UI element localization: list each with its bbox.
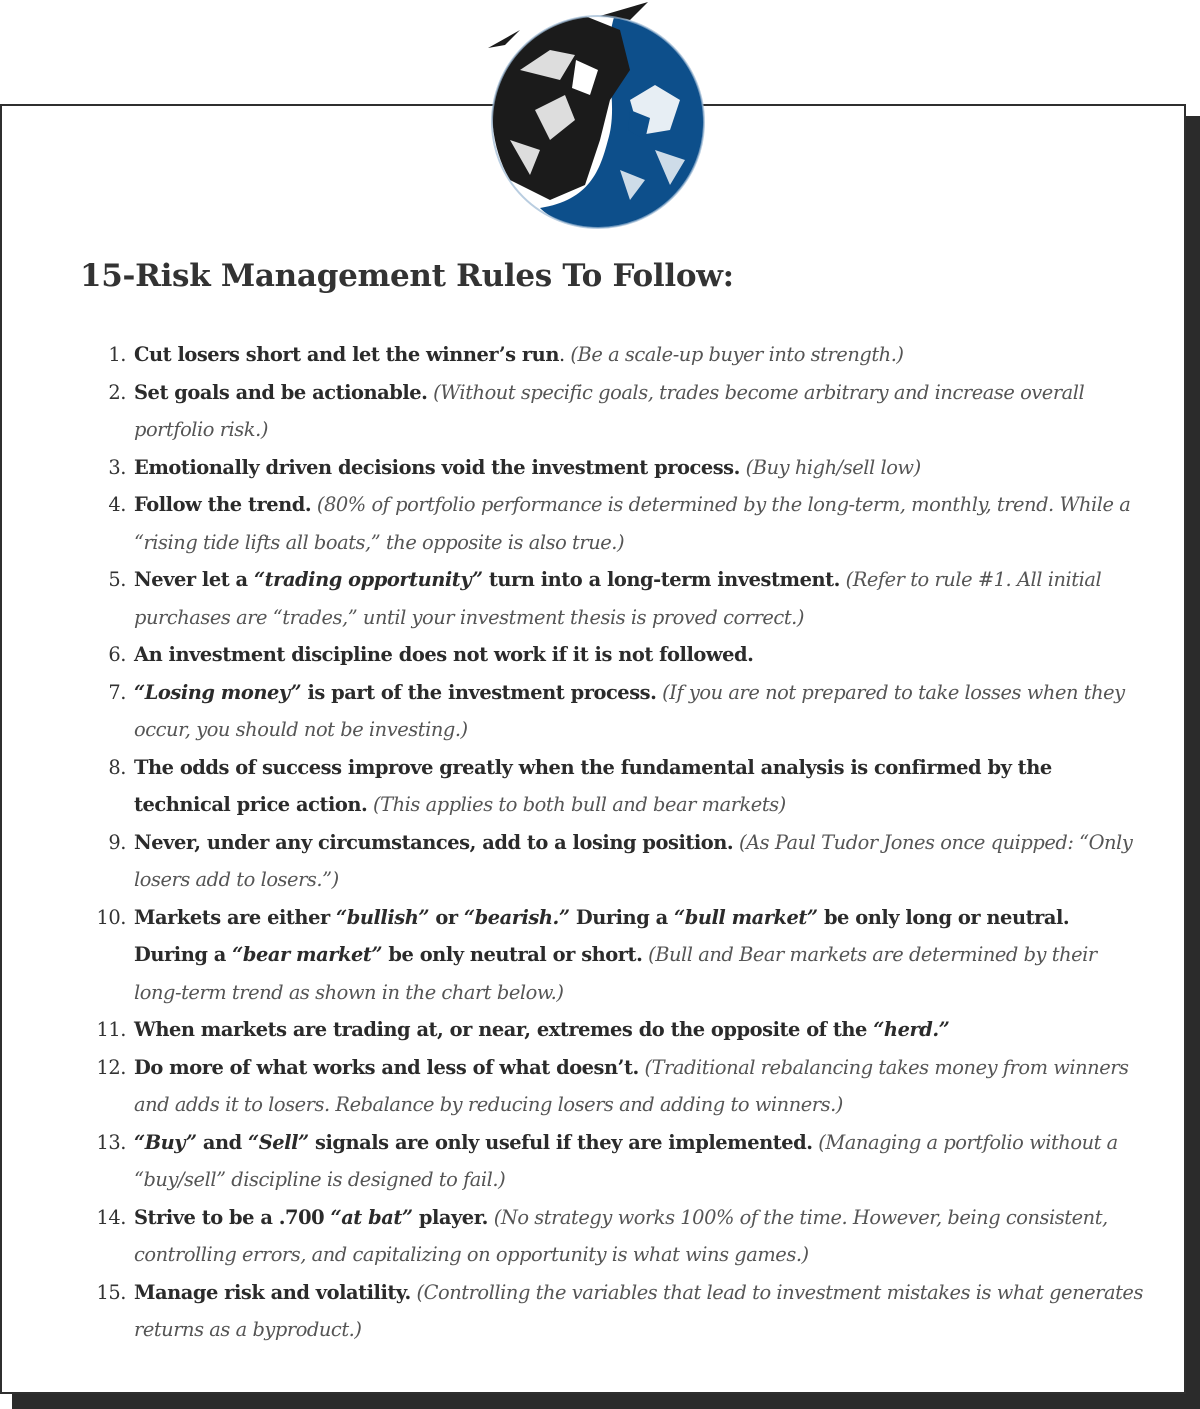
list-item: 5. Never let a “trading opportunity” turn into a long-term investment. (Refer to rule #1. All initial purchases are “trades,” until your investment thesis is proved correct.) bbox=[108, 568, 1102, 629]
list-item: 13. “Buy” and “Sell” signals are only useful if they are implemented. (Managing a portfolio without a “buy/sell” discipline is designed to fail.) bbox=[96, 1130, 1118, 1191]
list-item: 6. An investment discipline does not work if it is not followed. bbox=[108, 643, 754, 666]
list-item: 8. The odds of success improve greatly when the fundamental analysis is confirmed by the technical price action. (This applies to both bull and bear markets) bbox=[108, 755, 1052, 816]
list-item: 1. Cut losers short and let the winner’s run. (Be a scale-up buyer into strength.) bbox=[108, 343, 904, 366]
list-item: 11. When markets are trading at, or near, extremes do the opposite of the “herd.” bbox=[96, 1018, 950, 1041]
rules-list bbox=[88, 336, 1148, 1349]
list-item: 2. Set goals and be actionable. (Without specific goals, trades become arbitrary and increase overall portfolio risk.) bbox=[108, 380, 1085, 441]
page-title: 15-Risk Management Rules To Follow: bbox=[80, 258, 734, 294]
list-item: 14. Strive to be a .700 “at bat” player. (No strategy works 100% of the time. However, being consistent, controlling errors, and capitalizing on opportunity is what wins games.) bbox=[96, 1205, 1108, 1266]
list-item: 4. Follow the trend. (80% of portfolio performance is determined by the long-term, monthly, trend. While a “rising tide lifts all boats,” the opposite is also true.) bbox=[108, 493, 1131, 554]
list-item: 15. Manage risk and volatility. (Controlling the variables that lead to investment mistakes is what generates returns as a byproduct.) bbox=[96, 1280, 1143, 1341]
list-item: 9. Never, under any circumstances, add to a losing position. (As Paul Tudor Jones once quipped: “Only losers add to losers.”) bbox=[108, 830, 1133, 891]
list-item: 10. Markets are either “bullish” or “bearish.” During a “bull market” be only long or neutral. During a “bear market” be only neutral or short. (Bull and Bear markets are determined by their long-term trend as shown in the chart below.) bbox=[96, 905, 1097, 1004]
list-item: 7. “Losing money” is part of the investment process. (If you are not prepared to take losses when they occur, you should not be investing.) bbox=[108, 680, 1125, 741]
list-item: 3. Emotionally driven decisions void the investment process. (Buy high/sell low) bbox=[108, 455, 921, 479]
list-item: 12. Do more of what works and less of what doesn’t. (Traditional rebalancing takes money from winners and adds it to losers. Rebalance by reducing losers and adding to winners.) bbox=[96, 1055, 1129, 1116]
bull-and-bear-logo-icon bbox=[480, 0, 720, 232]
